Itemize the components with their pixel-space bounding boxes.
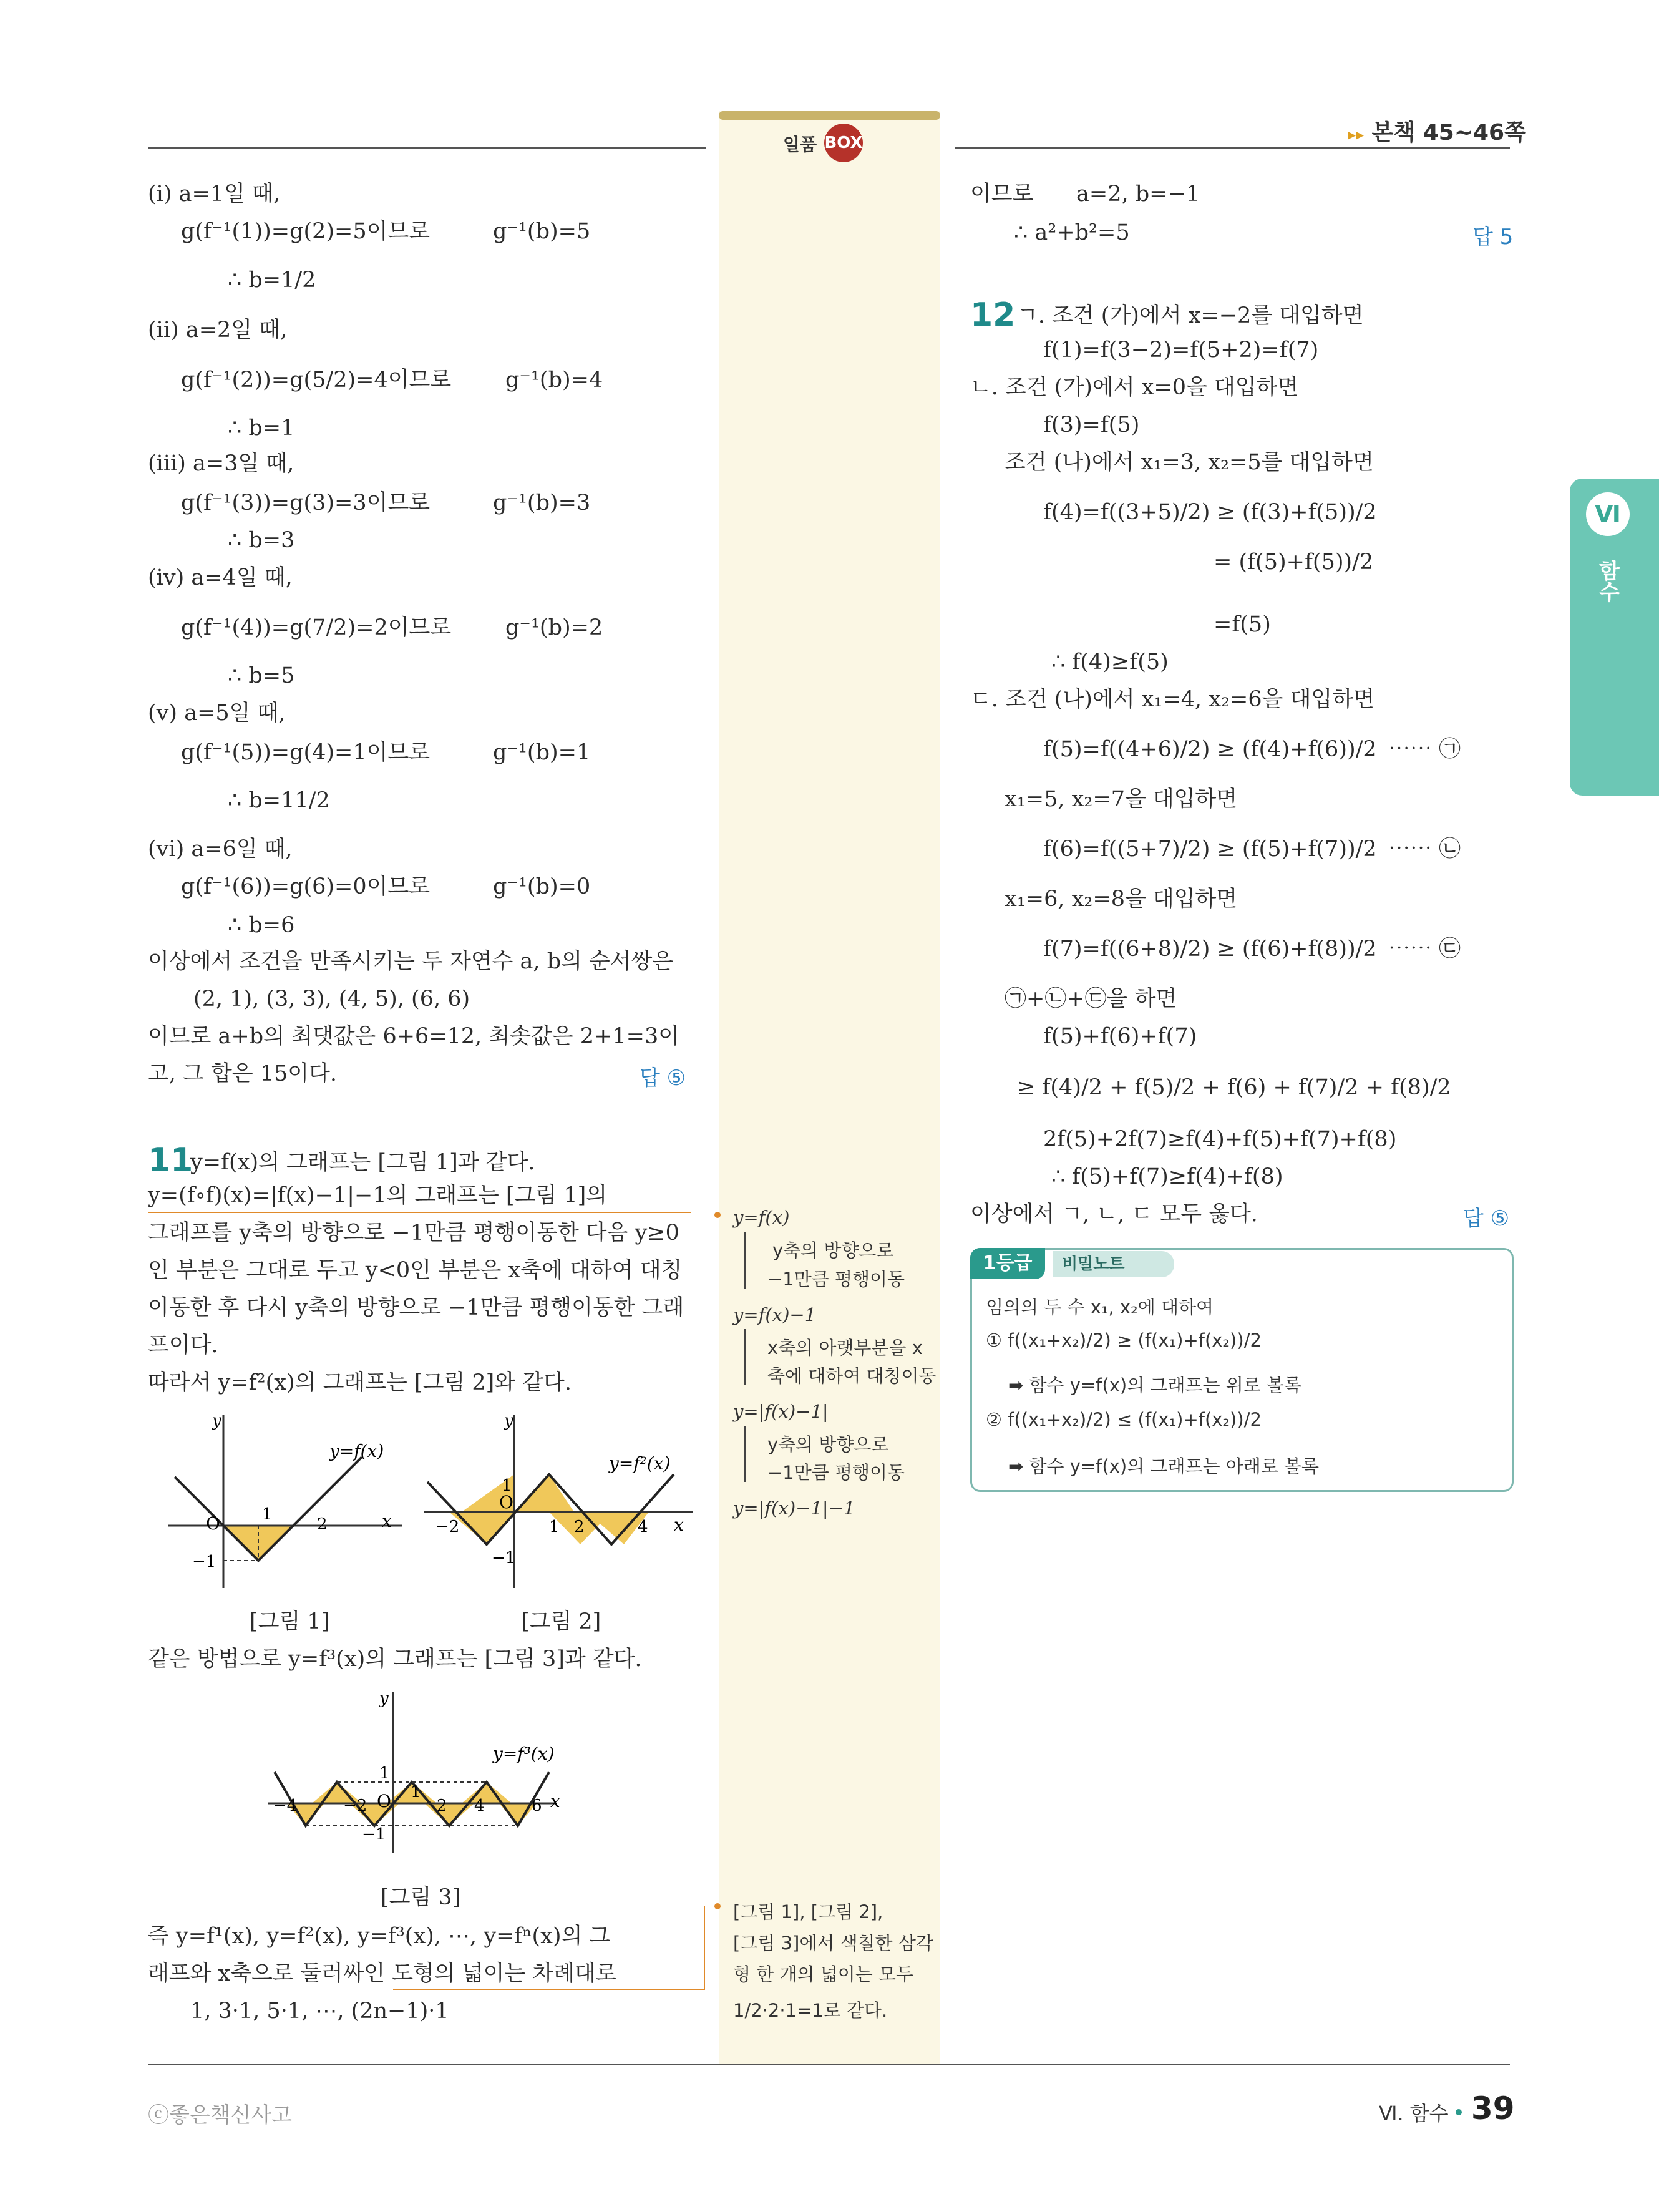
note-line-2: ① f((x₁+x₂)/2) ≥ (f(x₁)+f(x₂))/2 [986,1330,1262,1351]
note-line-4: ② f((x₁+x₂)/2) ≤ (f(x₁)+f(x₂))/2 [986,1409,1262,1430]
case-2-result: ∴ b=1 [228,416,295,441]
middle-step-2: y축의 방향으로 [772,1240,894,1261]
figure-1-caption: [그림 1] [250,1609,330,1634]
note-title: 비밀노트 [1053,1251,1174,1277]
fig3-tick-6: 6 [532,1796,542,1815]
footer-rule [148,2064,1510,2065]
middle-step-9: −1만큼 평행이동 [767,1462,905,1483]
figure-2-graph [424,1407,699,1594]
publisher-name: ⓒ좋은책신사고 [148,2103,293,2128]
figure-3-caption: [그림 3] [381,1885,461,1910]
case-4-result: ∴ b=5 [228,663,295,688]
middle-step-7: y=|f(x)−1| [733,1401,829,1422]
summary-line-2: 이므로 a+b의 최댓값은 6+6=12, 최솟값은 2+1=3이 [148,1024,680,1049]
summary-line-3: 고, 그 합은 15이다. [148,1061,338,1086]
fig3-tick-4: 4 [474,1796,485,1815]
middle-arrow-1 [744,1232,746,1289]
continued-line-2: ∴ a²+b²=5 [1014,220,1130,245]
case-4-inverse: g⁻¹(b)=2 [505,615,603,640]
q11-line-6: 프이다. [148,1333,218,1358]
case-1-inverse: g⁻¹(b)=5 [493,219,591,244]
fig1-tick-neg1: −1 [192,1552,216,1571]
case-5-line: g(f⁻¹(5))=g(4)=1이므로 [181,740,431,765]
middle-arrow-2 [744,1329,746,1385]
fig3-y-label: y [379,1689,389,1708]
fig3-tick-1x: 1 [411,1783,421,1801]
middle-step-1: y=f(x) [733,1207,790,1228]
case-2-line: g(f⁻¹(2))=g(5/2)=4이므로 [181,368,452,392]
ordered-pairs: (2, 1), (3, 3), (4, 5), (6, 6) [193,987,470,1011]
case-5-head: (ⅴ) a=5일 때, [148,701,286,726]
q11-line-5: 이동한 후 다시 y축의 방향으로 −1만큼 평행이동한 그래 [148,1295,684,1320]
fig3-tick-neg4: −4 [273,1796,298,1815]
q12-line-1: ㄱ. 조건 (가)에서 x=−2를 대입하면 [1017,303,1364,328]
fig2-func-label: y=f²(x) [609,1453,671,1474]
final-underline [393,1989,705,1990]
fig2-tick-1y: 1 [502,1476,512,1495]
case-4-line: g(f⁻¹(4))=g(7/2)=2이므로 [181,615,452,640]
q12-line-19: ㉠+㉡+㉢을 하면 [1005,987,1177,1011]
q11-line-3: 그래프를 y축의 방향으로 −1만큼 평행이동한 다음 y≥0 [148,1220,679,1245]
middle-column-bg [719,111,940,2064]
case-2-inverse: g⁻¹(b)=4 [505,368,603,392]
footer-dot [1456,2109,1462,2115]
answer-10: 답 ⑤ [640,1066,686,1091]
fig2-tick-4: 4 [638,1518,648,1536]
answer-prev: 답 5 [1472,225,1514,250]
final-connector-dot [714,1903,721,1909]
final-line-1: 즉 y=f¹(x), y=f²(x), y=f³(x), ⋯, y=fⁿ(x)의 그 [148,1924,611,1949]
fig2-tick-1: 1 [549,1518,560,1536]
case-1-line: g(f⁻¹(1))=g(2)=5이므로 [181,219,431,244]
answer-12: 답 ⑤ [1463,1206,1510,1231]
footer-chapter: Ⅵ. 함수 [1379,2102,1449,2125]
q12-marker-1: ⋯⋯ ㉠ [1388,737,1461,762]
box-label [783,124,870,162]
q12-line-21: ≥ f(4)/2 + f(5)/2 + f(6) + f(7)/2 + f(8)/2 [1017,1075,1451,1100]
fig3-tick-1y: 1 [379,1764,390,1783]
area-note-3: 형 한 개의 넓이는 모두 [733,1964,913,1985]
q12-line-10: ㄷ. 조건 (나)에서 x₁=4, x₂=6을 대입하면 [970,687,1374,712]
q11-line-7: 따라서 y=f²(x)의 그래프는 [그림 2]와 같다. [148,1370,572,1395]
page-reference [1348,115,1526,147]
fig3-func-label: y=f³(x) [493,1743,555,1764]
fig3-tick-neg2: −2 [343,1796,367,1815]
q12-line-4: f(3)=f(5) [1043,412,1140,437]
case-3-line: g(f⁻¹(3))=g(3)=3이므로 [181,490,431,515]
fig1-func-label: y=f(x) [329,1441,384,1461]
q11-line-2: y=(f∘f)(x)=|f(x)−1|−1의 그래프는 [그림 1]의 [148,1183,608,1208]
case-5-result: ∴ b=11/2 [228,788,330,813]
q12-marker-3: ⋯⋯ ㉢ [1388,937,1461,962]
fig2-origin: O [499,1492,513,1513]
header-rule-right [955,147,1510,149]
middle-column-top-bar [719,111,940,120]
note-line-5: ➡ 함수 y=f(x)의 그래프는 아래로 볼록 [1008,1456,1320,1477]
final-underline-connector [704,1906,705,1990]
figure-1-graph [162,1407,406,1594]
q11-underline [148,1212,691,1213]
case-5-inverse: g⁻¹(b)=1 [493,740,591,765]
q12-line-23: ∴ f(5)+f(7)≥f(4)+f(8) [1051,1164,1283,1189]
fig1-y-label: y [212,1411,221,1430]
page-ref-text: 본책 45~46쪽 [1371,120,1526,145]
q12-line-3: ㄴ. 조건 (가)에서 x=0을 대입하면 [970,375,1299,400]
q12-line-13: x₁=5, x₂=7을 대입하면 [1005,787,1238,812]
chapter-label: 함수 [1595,560,1620,602]
chapter-numeral: Ⅵ [1586,492,1630,536]
middle-arrow-3 [744,1426,746,1482]
note-grade-tag: 1등급 [970,1248,1045,1279]
page-number: 39 [1471,2090,1515,2127]
middle-step-10: y=|f(x)−1|−1 [733,1498,855,1519]
case-6-head: (ⅵ) a=6일 때, [148,837,293,862]
fig1-tick-2: 2 [317,1515,328,1534]
q12-marker-2: ⋯⋯ ㉡ [1388,837,1461,862]
question-12-number: 12 [970,296,1016,334]
q11-line-1: y=f(x)의 그래프는 [그림 1]과 같다. [190,1150,535,1175]
continued-values: a=2, b=−1 [1076,182,1200,207]
fig1-tick-1: 1 [262,1505,273,1524]
note-line-3: ➡ 함수 y=f(x)의 그래프는 위로 볼록 [1008,1375,1302,1396]
q11-connector-dot [714,1212,721,1218]
case-6-line: g(f⁻¹(6))=g(6)=0이므로 [181,874,431,899]
box-badge: BOX [824,124,863,162]
case-6-result: ∴ b=6 [228,913,295,938]
q12-line-22: 2f(5)+2f(7)≥f(4)+f(5)+f(7)+f(8) [1043,1127,1397,1152]
middle-step-3: −1만큼 평행이동 [767,1269,905,1290]
q12-line-5: 조건 (나)에서 x₁=3, x₂=5를 대입하면 [1005,450,1374,475]
case-2-head: (ⅱ) a=2일 때, [148,318,288,343]
q12-line-9: ∴ f(4)≥f(5) [1051,650,1169,675]
fig2-tick-neg1: −1 [492,1549,516,1567]
figure-2-caption: [그림 2] [521,1609,601,1634]
fig3-x-label: x [550,1791,560,1811]
fig3-tick-neg1: −1 [362,1825,386,1844]
fig2-y-label: y [504,1411,513,1430]
double-arrow-icon: ▸▸ [1348,125,1365,144]
chapter-side-tab [1570,479,1659,796]
q12-line-7: = (f(5)+f(5))/2 [1214,550,1374,575]
area-note-4: 1/2·2·1=1로 같다. [733,2000,888,2021]
q11-line-4: 인 부분은 그대로 두고 y<0인 부분은 x축에 대하여 대칭 [148,1258,683,1283]
figure-3-graph [262,1685,586,1859]
q12-line-6: f(4)=f((3+5)/2) ≥ (f(3)+f(5))/2 [1043,500,1377,525]
final-line-2: 래프와 x축으로 둘러싸인 도형의 넓이는 차례대로 [148,1961,617,1986]
fig1-x-label: x [382,1511,392,1531]
area-note-1: [그림 1], [그림 2], [733,1901,883,1922]
case-3-result: ∴ b=3 [228,528,295,553]
q12-line-20: f(5)+f(6)+f(7) [1043,1024,1197,1049]
continued-line-1: 이므로 [970,182,1034,207]
summary-line-1: 이상에서 조건을 만족시키는 두 자연수 a, b의 순서쌍은 [148,949,674,974]
q12-line-14: f(6)=f((5+7)/2) ≥ (f(5)+f(7))/2 [1043,837,1377,862]
middle-step-4: y=f(x)−1 [733,1304,817,1325]
fig3-tick-2: 2 [437,1796,447,1815]
q12-line-24: 이상에서 ㄱ, ㄴ, ㄷ 모두 옳다. [970,1202,1258,1227]
q12-line-11: f(5)=f((4+6)/2) ≥ (f(4)+f(6))/2 [1043,737,1377,762]
fig3-origin: O [377,1791,391,1811]
fig3-shaded-6 [462,1782,512,1803]
q12-line-16: x₁=6, x₂=8을 대입하면 [1005,887,1238,912]
header-rule-left [148,147,706,149]
box-prefix: 일품 [783,134,817,155]
secret-note-box [970,1248,1514,1492]
note-line-1: 임의의 두 수 x₁, x₂에 대하여 [986,1297,1214,1318]
case-1-head: (ⅰ) a=1일 때, [148,182,280,207]
fig2-tick-neg2: −2 [435,1518,460,1536]
middle-step-5: x축의 아랫부분을 x [767,1337,923,1358]
case-3-head: (ⅲ) a=3일 때, [148,451,294,476]
area-note-2: [그림 3]에서 색칠한 삼각 [733,1932,933,1954]
case-3-inverse: g⁻¹(b)=3 [493,490,591,515]
fig2-x-label: x [674,1514,684,1535]
same-way-line: 같은 방법으로 y=f³(x)의 그래프는 [그림 3]과 같다. [148,1647,642,1672]
case-4-head: (ⅳ) a=4일 때, [148,565,293,590]
question-11-number: 11 [148,1142,193,1179]
case-6-inverse: g⁻¹(b)=0 [493,874,591,899]
middle-step-6: 축에 대하여 대칭이동 [767,1365,937,1386]
case-1-result: ∴ b=1/2 [228,268,316,293]
final-line-3: 1, 3·1, 5·1, ⋯, (2n−1)·1 [190,1999,449,2024]
fig1-origin: O [206,1513,220,1534]
q12-line-2: f(1)=f(3−2)=f(5+2)=f(7) [1043,338,1319,363]
fig2-tick-2: 2 [574,1518,585,1536]
q12-line-8: =f(5) [1214,612,1271,637]
q12-line-17: f(7)=f((6+8)/2) ≥ (f(6)+f(8))/2 [1043,937,1377,962]
middle-step-8: y축의 방향으로 [767,1434,889,1455]
